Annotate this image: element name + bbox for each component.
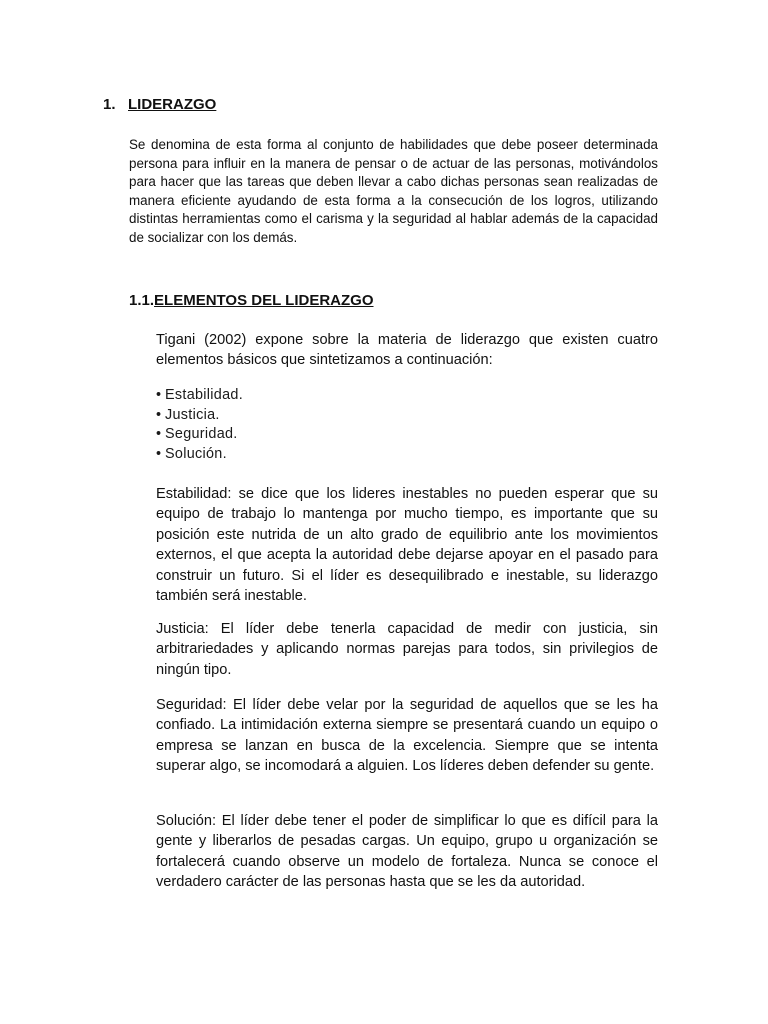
elements-list (156, 386, 243, 464)
lead-paragraph: Tigani (2002) expone sobre la materia de liderazgo que existen cuatro elementos básicos que sintetizamos a continuación: (156, 332, 658, 369)
paragraph-solucion: Solución: El líder debe tener el poder de simplificar lo que es difícil para la gente y liberarlos de pesadas cargas. Un equipo, grupo u organización se fortalecerá cuando observe un modelo de fortaleza. Nunca se conoce el verdadero carácter de las personas hasta que se les da autoridad. (156, 813, 658, 891)
bullet-icon: • (156, 387, 162, 403)
intro-paragraph: Se denomina de esta forma al conjunto de habilidades que debe poseer determinada persona para influir en la manera de pensar o de actuar de las personas, motivándolos para hacer que las tareas que deben llevar a cabo dichas personas sean realizadas de manera eficiente ayudando de esta forma a la consecución de los logros, utilizando distintas herramientas como el carisma y la seguridad al hablar además de la capacidad de socializar con los demás. (129, 137, 658, 245)
section-number: 1. (103, 96, 116, 113)
section-heading-liderazgo (103, 96, 216, 113)
paragraph-estabilidad: Estabilidad: se dice que los lideres inestables no pueden esperar que su equipo de trabajo lo mantenga por mucho tiempo, es importante que su posición este nutrida de un alto grado de equilibrio ante los movimientos externos, el que acepta la autoridad debe dejarse apoyar en el pasado para construir un futuro. Si el líder es desequilibrado e inestable, su liderazgo también será inestable. (156, 486, 658, 605)
list-item-label: Justicia. (165, 406, 220, 423)
list-item-label: Seguridad. (165, 426, 238, 442)
bullet-icon: • (156, 406, 162, 423)
list-item-label: Estabilidad. (165, 387, 243, 403)
list-item (156, 445, 243, 465)
subsection-number: 1.1. (129, 292, 155, 309)
bullet-icon: • (156, 426, 162, 442)
subsection-heading-elementos (129, 292, 374, 309)
subsection-title: ELEMENTOS DEL LIDERAZGO (154, 292, 374, 309)
bullet-icon: • (156, 445, 162, 462)
section-title: LIDERAZGO (128, 96, 217, 113)
paragraph-justicia: Justicia: El líder debe tenerla capacidad de medir con justicia, sin arbitrariedades y aplicando normas parejas para todos, sin privilegios de ningún tipo. (156, 621, 658, 678)
list-item (156, 386, 243, 406)
list-item (156, 425, 243, 445)
list-item-label: Solución. (165, 445, 227, 462)
paragraph-seguridad: Seguridad: El líder debe velar por la seguridad de aquellos que se les ha confiado. La intimidación externa siempre se presentará cuando un equipo o empresa se lanzan en busca de la excelencia. Siempre que se intenta superar algo, se incomodará a alguien. Los líderes deben defender su gente. (156, 697, 658, 775)
list-item (156, 406, 243, 426)
